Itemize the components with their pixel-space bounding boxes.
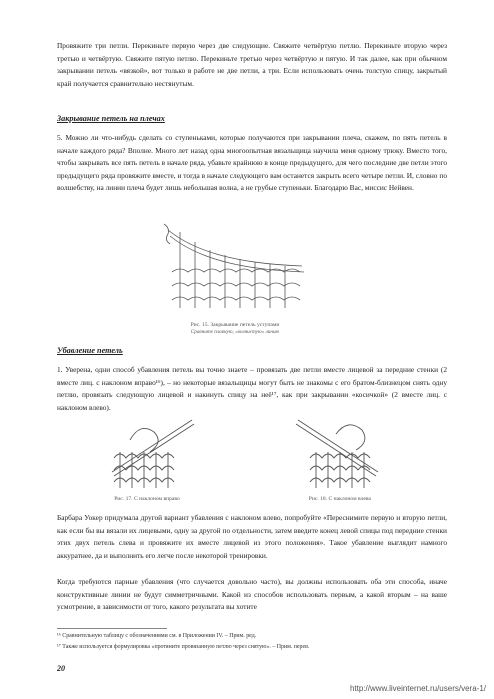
paragraph-triple-bind-off: Провяжите три петли. Перекиньте первую через две следующие. Свяжите четвёртую петлю. Перекиньте вторую через третью и четвёртую. Свяжите пятую петлю. Перекиньте третью через четвёртую и пятую. И так далее, как при обычном закрывании петель «вязкой», вот только в работе не две петли, а три. Если использовать очень толстую спицу, закрытый край получается сравнительно нестянутым.: [57, 41, 447, 88]
paragraph-shoulder-tip: 5. Можно ли что-нибудь сделать со ступеньками, которые получаются при закрывании плеча, скажем, по пять петель в начале каждого ряда? Вполне. Много лет назад одна многоопытная вязальщица научила меня одному трюку. Вместо того, чтобы закрывать все пять петель в начале ряда, убавьте крайнюю в конце предыдущего, для чего последние две петли этого предыдущего ряда провяжите вместе, и тогда в начале следующего вам останется закрыть всего четыре петли. И, словно по волшебству, на линии плеча будет лишь небольшая волна, а не грубые ступеньки. Благодарю Вас, миссис Нейвен.: [57, 133, 447, 193]
figure-15-caption: [160, 322, 310, 336]
figure-stepped-bind-off: [160, 222, 310, 320]
heading-shoulder-bind-off: Закрывание петель на плечах: [57, 114, 165, 123]
figure-17-caption: Рис. 17. С наклоном вправо: [114, 496, 180, 502]
figure-15-title: Рис. 15. Закрывание петель уступами: [190, 322, 280, 328]
heading-decreases: Убавление петель: [57, 346, 123, 355]
figure-18-caption: Рис. 18. С наклоном влево: [308, 496, 372, 502]
paragraph-decrease-methods: 1. Уверена, одни способ убавления петель вы точно знаете – провязать две петли вместе лицевой за передние стенки (2 вместе лиц. с наклоном вправо¹⁶), – но некоторые вязальщицы могут быть не знакомы с его братом-близнецом снять одну петлю, провязать следующую лицевой и накинуть спицу на неё¹⁷, как при закрывании «косичкой» (2 вместе лиц. с наклоном влево).: [57, 365, 447, 412]
paragraph-walker-decrease: Барбара Уокер придумала другой вариант убавления с наклоном влево, попробуйте «Переснимите первую и вторую петли, как если бы вы вязали их лицевыми, одну за другой по отдельности, затем введите конец левой спицы под передние стенки этих двух петель слева и провяжите их вместе лицевой из этого положения». Такое убавление выглядит намного аккуратнее, да и выполнить его легче после некоторой тренировки.: [57, 513, 447, 560]
page-number: 20: [57, 664, 65, 673]
figure-right-slant-decrease: [100, 412, 200, 490]
paragraph-paired-decreases: Когда требуются парные убавления (что случается довольно часто), вы должны использовать оба эти способа, иначе конструктивные линии не будут симметричными. Какой из способов использовать первым, а какой вторым – на ваше усмотрение, в зависимости от того, какого результата вы хотите: [57, 577, 447, 612]
footnote-rule: [57, 628, 167, 629]
watermark-url[interactable]: http://www.liveinternet.ru/users/vera-1/: [349, 684, 486, 693]
figure-15-subtitle: Сравните плавную, «волнистую» линию: [190, 329, 280, 335]
figure-left-slant-decrease: [290, 412, 390, 490]
footnote-17: ¹⁷ Также используется формулировка «протяните провязанную петлю через снятую». – Прим. перев.: [57, 644, 310, 650]
footnote-16: ¹⁶ Сравнительную таблицу с обозначениями см. в Приложении IV. – Прим. ред.: [57, 633, 257, 639]
